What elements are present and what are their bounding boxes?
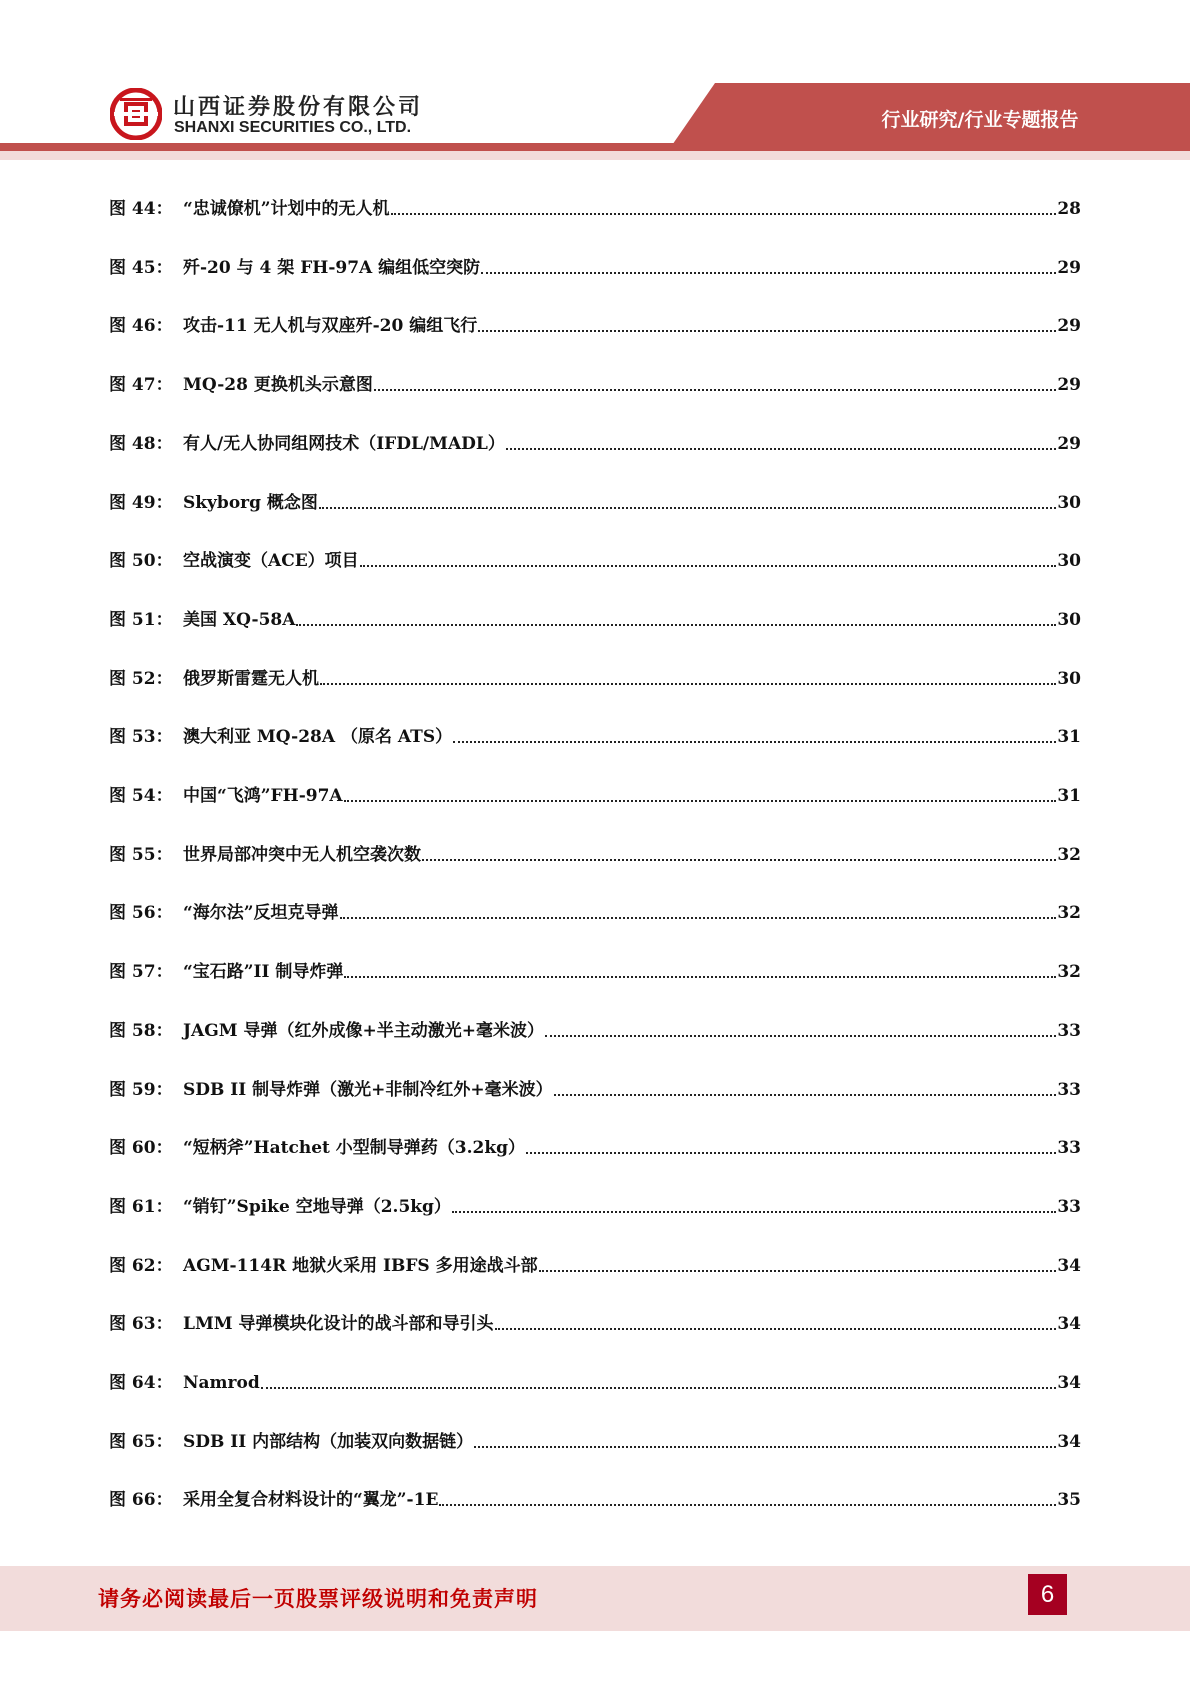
page-ref[interactable]: 34	[1057, 1255, 1081, 1276]
figure-title[interactable]: “忠诚僚机”计划中的无人机	[183, 199, 390, 219]
dot-leader	[539, 1269, 1057, 1272]
dot-leader	[545, 1034, 1056, 1037]
figure-title[interactable]: 有人/无人协同组网技术（IFDL/MADL）	[183, 433, 505, 454]
figure-title[interactable]: Namrod	[183, 1373, 260, 1393]
toc-entry[interactable]	[109, 1371, 1081, 1395]
dot-leader	[320, 682, 1056, 685]
page-ref[interactable]: 33	[1057, 1020, 1081, 1041]
toc-entry[interactable]	[109, 1254, 1081, 1278]
page-ref[interactable]: 31	[1057, 786, 1081, 806]
figure-title[interactable]: “海尔法”反坦克导弹	[183, 903, 339, 924]
dot-leader	[261, 1386, 1057, 1389]
page-ref[interactable]: 34	[1057, 1431, 1081, 1452]
figure-title[interactable]: 澳大利亚 MQ-28A （原名 ATS）	[183, 727, 453, 748]
page-ref[interactable]: 35	[1057, 1490, 1081, 1511]
page-ref[interactable]: 33	[1057, 1079, 1081, 1100]
figure-label: 图 51：	[109, 609, 173, 630]
dot-leader	[344, 975, 1056, 978]
figure-title[interactable]: SDB II 制导炸弹（激光+非制冷红外+毫米波）	[183, 1079, 553, 1100]
toc-entry[interactable]	[109, 197, 1081, 221]
figure-title[interactable]: LMM 导弹模块化设计的战斗部和导引头	[183, 1314, 494, 1335]
toc-entry[interactable]	[109, 1019, 1081, 1043]
toc-entry[interactable]	[109, 432, 1081, 456]
toc-entry[interactable]	[109, 1078, 1081, 1102]
header-rule	[0, 143, 1190, 151]
figure-label: 图 53：	[109, 727, 173, 748]
toc-entry[interactable]	[109, 725, 1081, 749]
dot-leader	[452, 1210, 1056, 1213]
page-ref[interactable]: 30	[1057, 668, 1081, 689]
figure-label: 图 44：	[109, 199, 173, 219]
dot-leader	[439, 1503, 1056, 1506]
figure-title[interactable]: “短柄斧”Hatchet 小型制导弹药（3.2kg）	[183, 1138, 526, 1159]
page-ref[interactable]: 32	[1057, 844, 1081, 865]
figure-label: 图 56：	[109, 903, 173, 924]
page-ref[interactable]: 31	[1057, 727, 1081, 748]
page-ref[interactable]: 29	[1057, 433, 1081, 454]
figure-label: 图 65：	[109, 1431, 173, 1452]
company-name-en: SHANXI SECURITIES CO., LTD.	[174, 119, 412, 136]
figure-title[interactable]: 采用全复合材料设计的“翼龙”-1E	[183, 1490, 439, 1511]
figure-title[interactable]: 美国 XQ-58A	[183, 609, 296, 630]
toc-entry[interactable]	[109, 1195, 1081, 1219]
dot-leader	[453, 740, 1056, 743]
disclaimer-text: 请务必阅读最后一页股票评级说明和免责声明	[98, 1586, 538, 1611]
company-name-cn: 山西证券股份有限公司	[173, 95, 424, 120]
figure-label: 图 64：	[109, 1373, 173, 1393]
page-ref[interactable]: 29	[1057, 316, 1081, 337]
figure-label: 图 45：	[109, 257, 173, 278]
figure-title[interactable]: Skyborg 概念图	[183, 492, 318, 513]
page-ref[interactable]: 34	[1057, 1314, 1081, 1335]
figure-label: 图 66：	[109, 1490, 173, 1511]
toc-entry[interactable]	[109, 1430, 1081, 1454]
figure-label: 图 49：	[109, 492, 173, 513]
page-ref[interactable]: 33	[1057, 1196, 1081, 1217]
toc-entry[interactable]	[109, 667, 1081, 691]
toc-entry[interactable]	[109, 1136, 1081, 1160]
figure-label: 图 47：	[109, 375, 173, 396]
figure-title[interactable]: 俄罗斯雷霆无人机	[183, 668, 319, 689]
toc-entry[interactable]	[109, 960, 1081, 984]
header-rule-light	[0, 151, 1190, 160]
figure-label: 图 59：	[109, 1079, 173, 1100]
page-ref[interactable]: 34	[1057, 1373, 1081, 1393]
figure-title[interactable]: AGM-114R 地狱火采用 IBFS 多用途战斗部	[183, 1255, 538, 1276]
dot-leader	[481, 271, 1056, 274]
figure-label: 图 58：	[109, 1020, 173, 1041]
figure-title[interactable]: JAGM 导弹（红外成像+半主动激光+毫米波）	[183, 1020, 544, 1041]
figure-title[interactable]: 空战演变（ACE）项目	[183, 551, 359, 572]
toc-entry[interactable]	[109, 256, 1081, 280]
toc-entry[interactable]	[109, 491, 1081, 515]
page-ref[interactable]: 33	[1057, 1138, 1081, 1159]
dot-leader	[495, 1327, 1057, 1330]
figure-label: 图 57：	[109, 962, 173, 983]
dot-leader	[554, 1093, 1057, 1096]
toc-entry[interactable]	[109, 1488, 1081, 1512]
figure-label: 图 63：	[109, 1314, 173, 1335]
report-type: 行业研究/行业专题报告	[881, 109, 1079, 131]
dot-leader	[360, 564, 1057, 567]
dot-leader	[474, 1445, 1056, 1448]
figure-label: 图 50：	[109, 551, 173, 572]
page-ref[interactable]: 32	[1057, 962, 1081, 983]
toc-entry[interactable]	[109, 843, 1081, 867]
dot-leader	[374, 388, 1056, 391]
page-ref[interactable]: 29	[1057, 375, 1081, 396]
page-ref[interactable]: 30	[1057, 551, 1081, 572]
toc-entry[interactable]	[109, 373, 1081, 397]
figure-label: 图 54：	[109, 786, 173, 806]
company-logo-icon	[110, 88, 162, 140]
page-number: 6	[1028, 1574, 1067, 1615]
figure-label: 图 62：	[109, 1255, 173, 1276]
figure-label: 图 48：	[109, 433, 173, 454]
figure-title[interactable]: 世界局部冲突中无人机空袭次数	[183, 844, 421, 865]
figure-title[interactable]: “销钉”Spike 空地导弹（2.5kg）	[183, 1196, 451, 1217]
dot-leader	[391, 212, 1057, 215]
page-ref[interactable]: 28	[1057, 199, 1081, 219]
page-ref[interactable]: 30	[1057, 492, 1081, 513]
page-ref[interactable]: 29	[1057, 257, 1081, 278]
dot-leader	[478, 329, 1056, 332]
figure-title[interactable]: 攻击-11 无人机与双座歼-20 编组飞行	[183, 316, 478, 337]
figure-label: 图 52：	[109, 668, 173, 689]
dot-leader	[319, 506, 1056, 509]
page-ref[interactable]: 30	[1057, 609, 1081, 630]
figure-title[interactable]: 中国“飞鸿”FH-97A	[183, 786, 343, 806]
page-ref[interactable]: 32	[1057, 903, 1081, 924]
figure-title[interactable]: 歼-20 与 4 架 FH-97A 编组低空突防	[183, 257, 481, 278]
toc-entry[interactable]	[109, 608, 1081, 632]
dot-leader	[344, 799, 1057, 802]
toc-entry[interactable]	[109, 901, 1081, 925]
dot-leader	[506, 447, 1056, 450]
dot-leader	[422, 858, 1056, 861]
figure-title[interactable]: SDB II 内部结构（加装双向数据链）	[183, 1431, 474, 1452]
toc-entry[interactable]	[109, 1312, 1081, 1336]
toc-entry[interactable]	[109, 549, 1081, 573]
dot-leader	[340, 916, 1057, 919]
toc-entry[interactable]	[109, 314, 1081, 338]
dot-leader	[296, 623, 1056, 626]
figure-title[interactable]: MQ-28 更换机头示意图	[183, 375, 373, 396]
figure-label: 图 46：	[109, 316, 173, 337]
dot-leader	[526, 1151, 1056, 1154]
figure-label: 图 60：	[109, 1138, 173, 1159]
figure-title[interactable]: “宝石路”II 制导炸弹	[183, 962, 344, 983]
toc-entry[interactable]	[109, 784, 1081, 808]
figure-label: 图 61：	[109, 1196, 173, 1217]
figure-label: 图 55：	[109, 844, 173, 865]
